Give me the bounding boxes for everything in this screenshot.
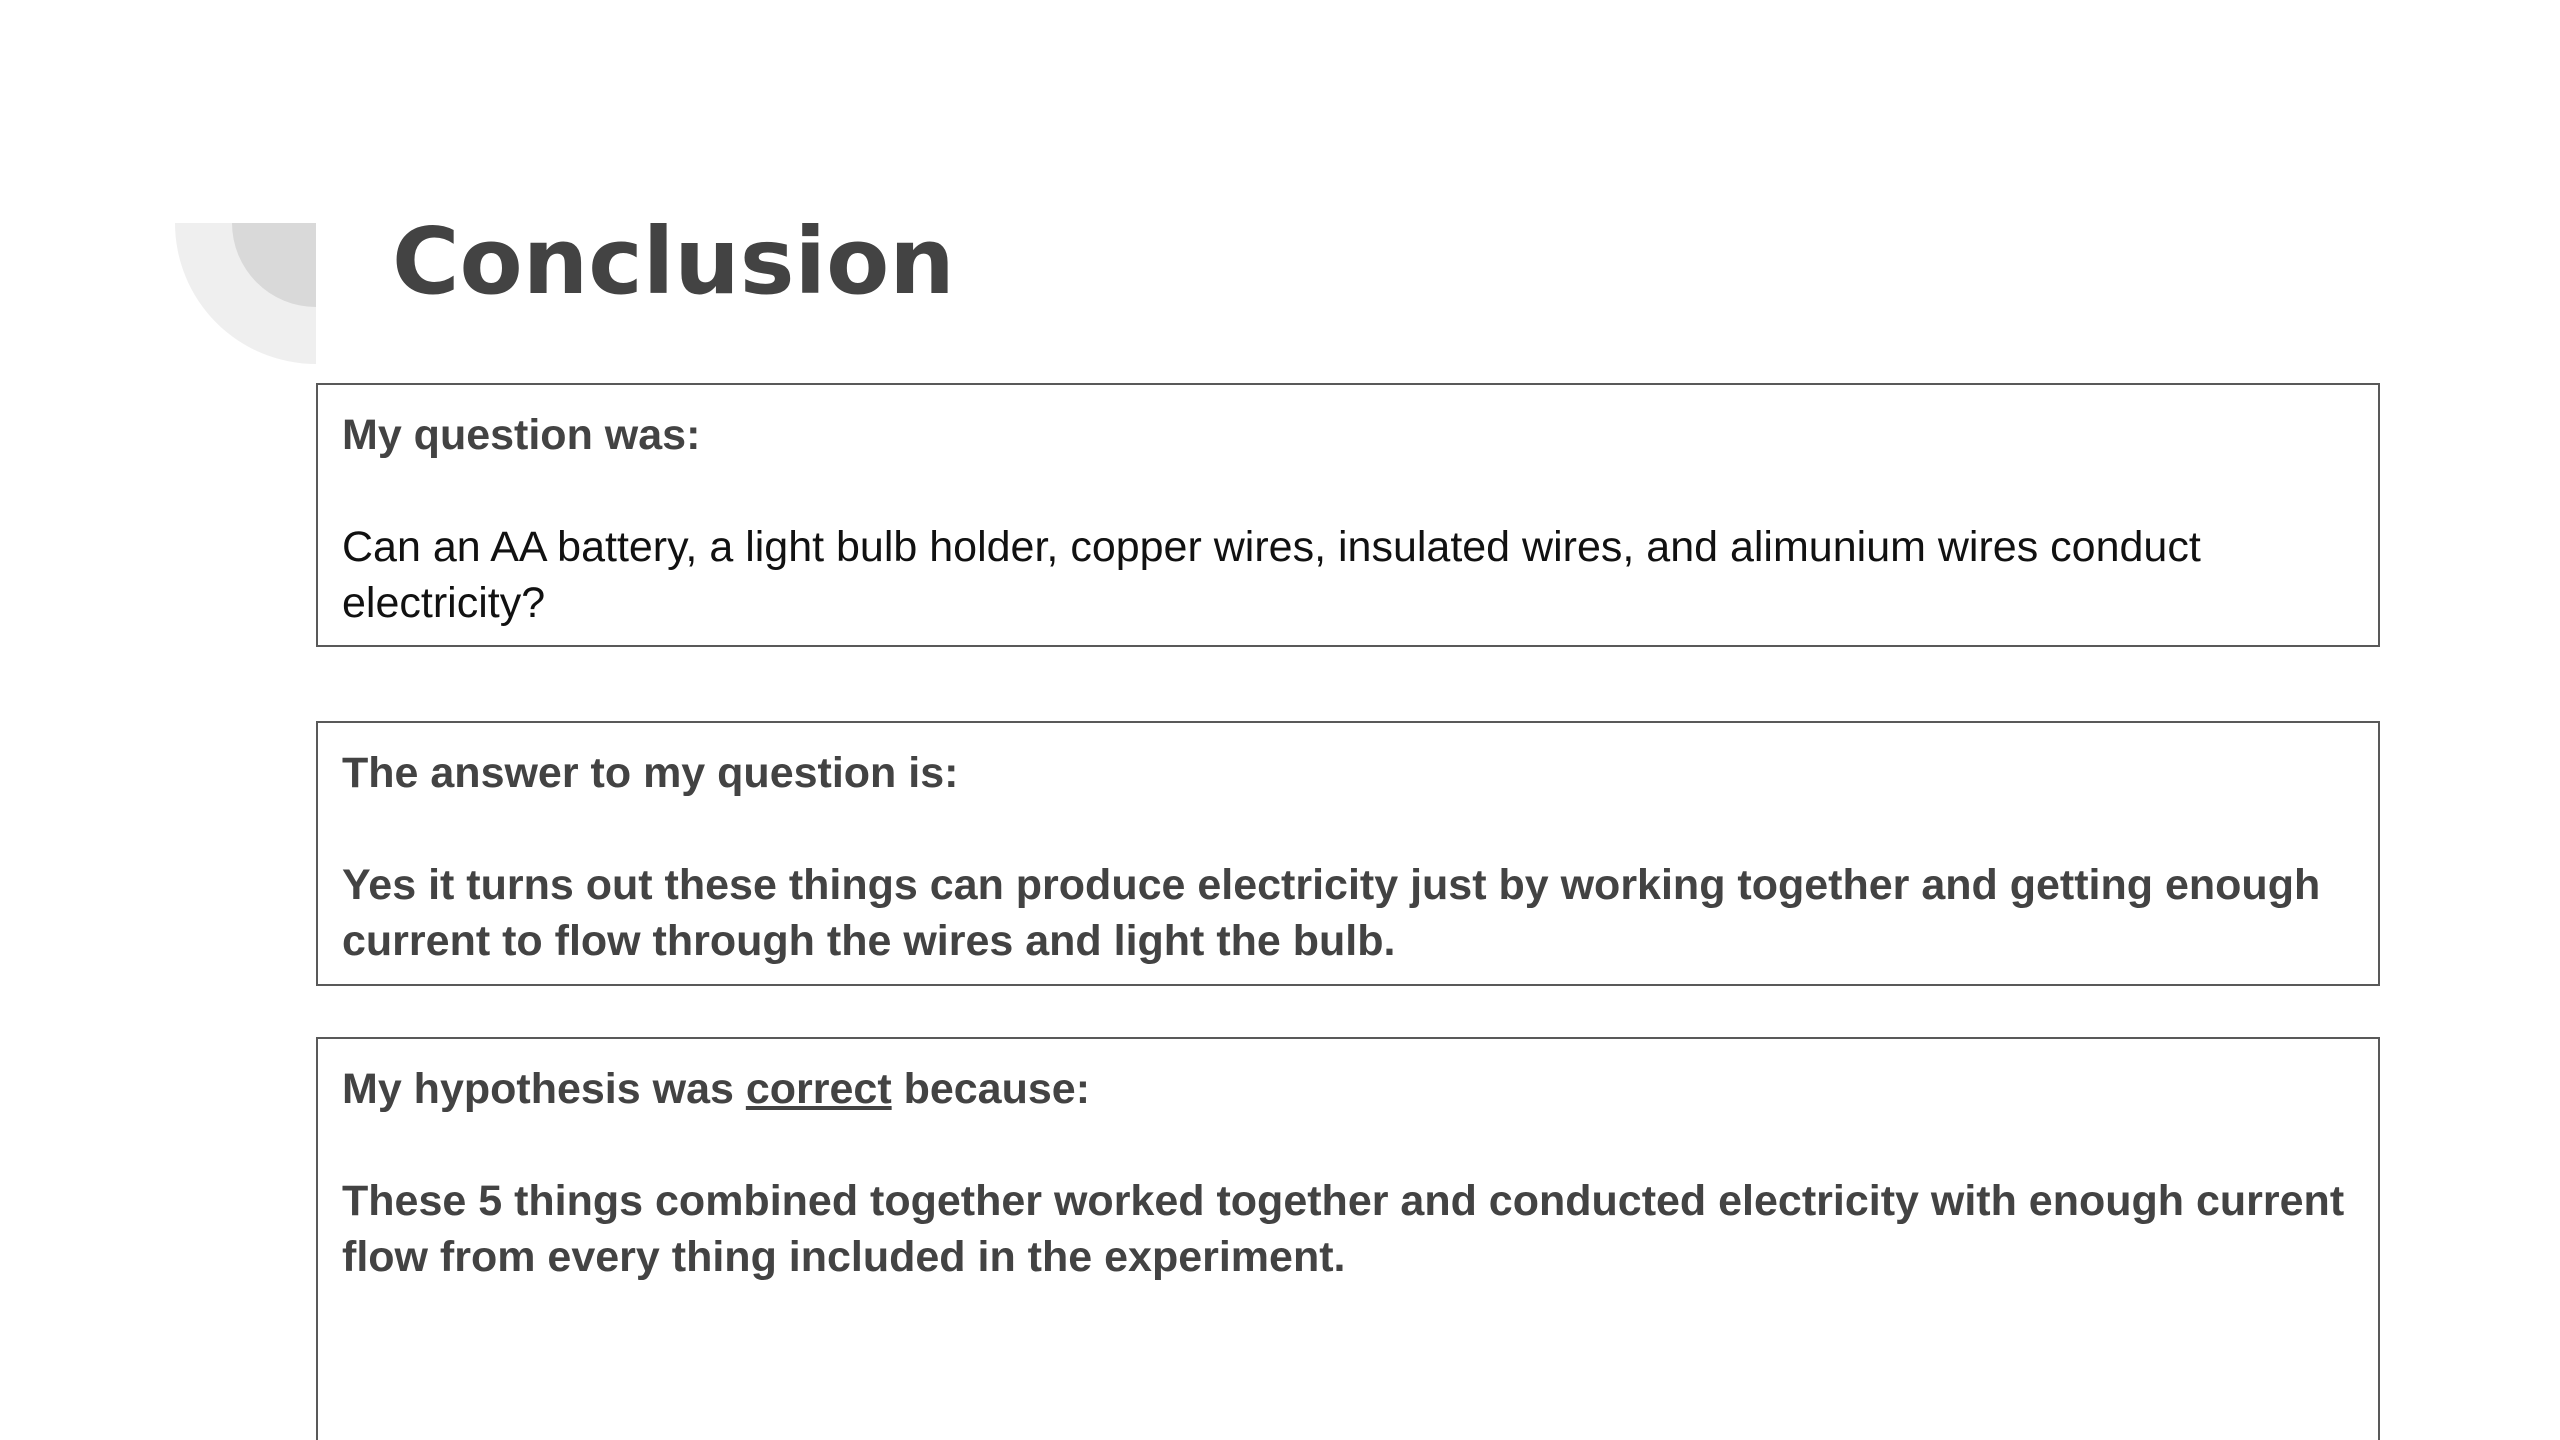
hypothesis-label bbox=[342, 1061, 2354, 1117]
slide-title: Conclusion bbox=[392, 208, 955, 315]
answer-text: Yes it turns out these things can produce electricity just by working together and getting enough current to flow through the wires and light the bulb. bbox=[342, 861, 2321, 965]
decorative-quarter-circle bbox=[175, 223, 316, 364]
hypothesis-label-suffix: because: bbox=[891, 1065, 1091, 1113]
hypothesis-label-prefix: My hypothesis was bbox=[342, 1065, 746, 1113]
answer-box[interactable] bbox=[316, 721, 2380, 986]
hypothesis-box[interactable] bbox=[316, 1037, 2380, 1440]
question-box[interactable] bbox=[316, 383, 2380, 647]
question-label: My question was: bbox=[342, 411, 701, 459]
hypothesis-label-emphasis: correct bbox=[745, 1065, 892, 1113]
question-text: Can an AA battery, a light bulb holder, copper wires, insulated wires, and alimunium wires conduct electricity? bbox=[342, 523, 2201, 627]
answer-label: The answer to my question is: bbox=[342, 749, 959, 797]
hypothesis-text: These 5 things combined together worked together and conducted electricity with enough current flow from every thing included in the experiment. bbox=[342, 1177, 2345, 1281]
